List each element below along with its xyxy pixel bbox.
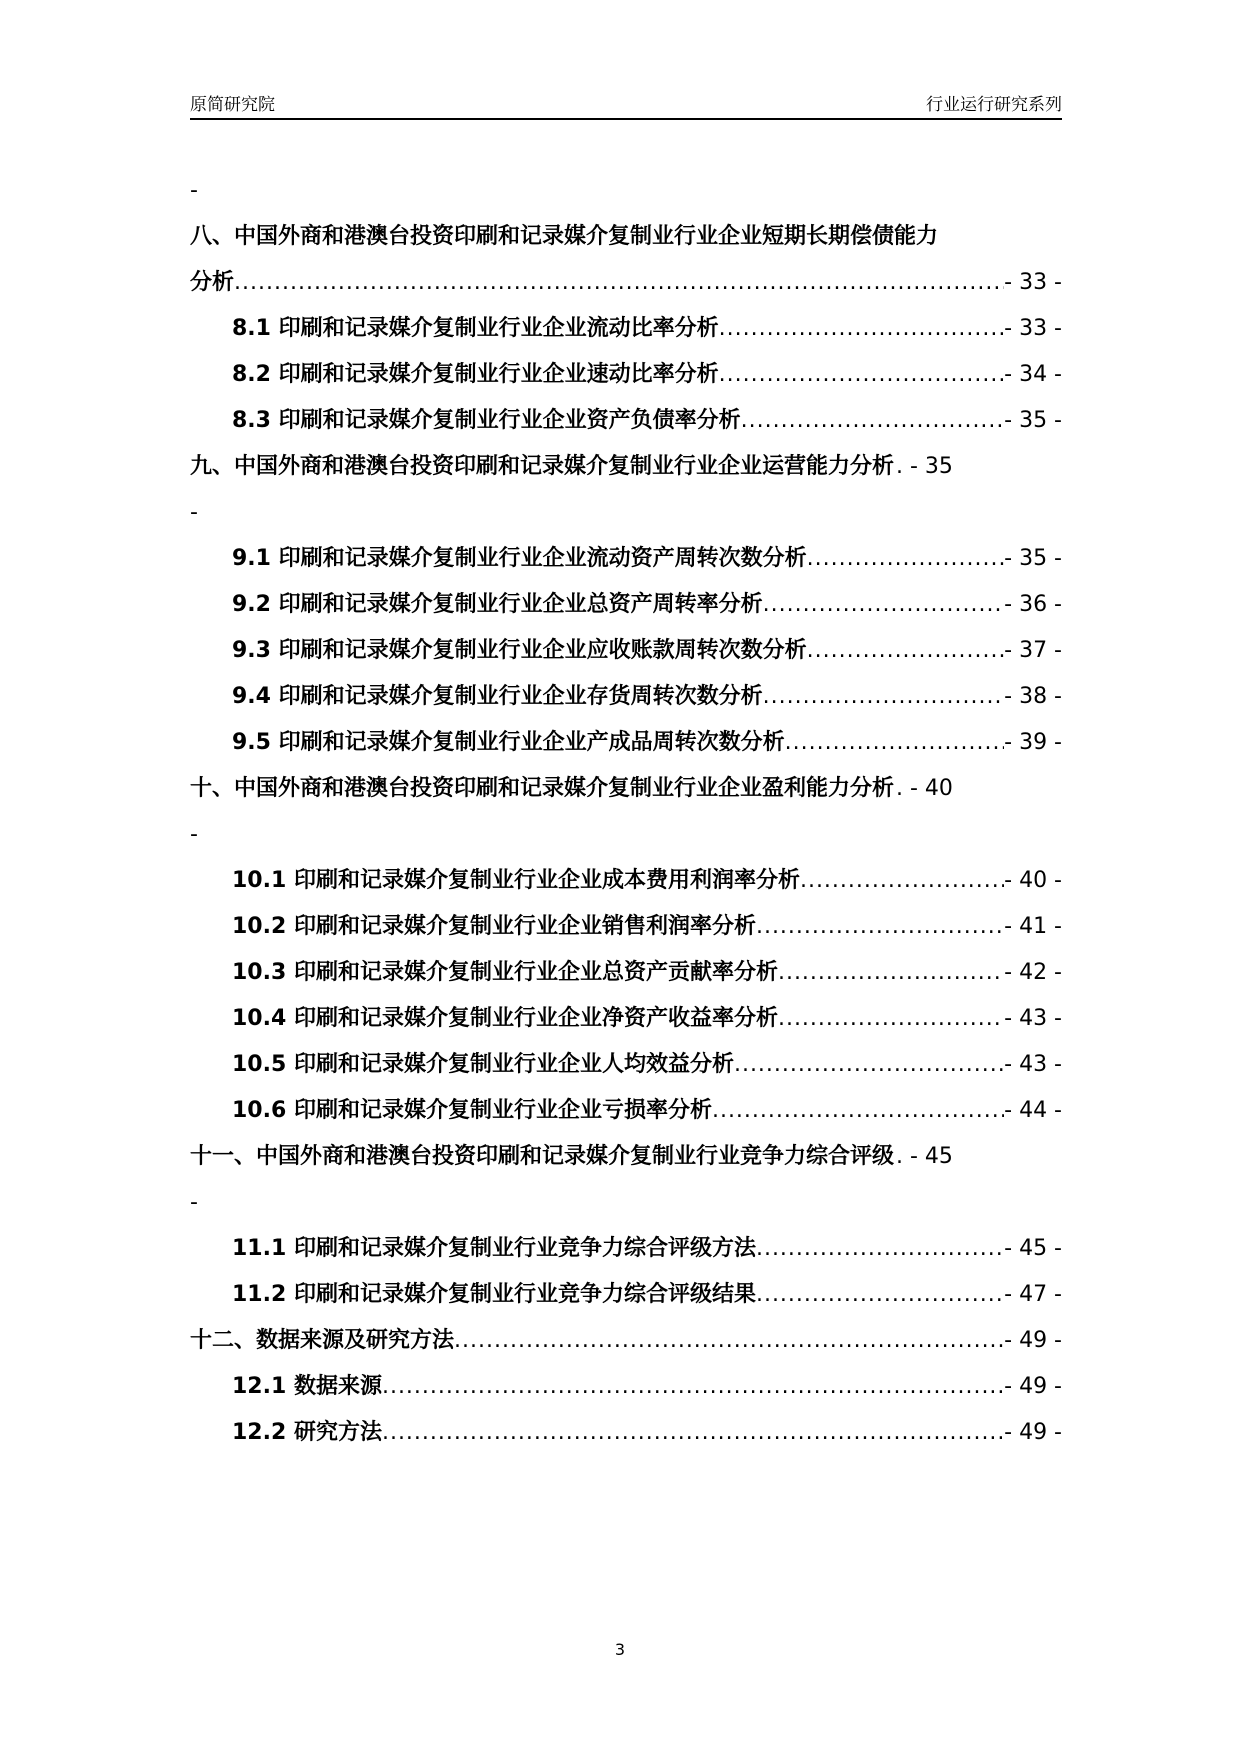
toc-subsection-entry[interactable] bbox=[190, 996, 1062, 1042]
toc-section-entry[interactable] bbox=[190, 214, 1062, 260]
toc-subsection-entry[interactable] bbox=[190, 536, 1062, 582]
toc-continuation-dash bbox=[190, 490, 1062, 536]
toc-dot-leader bbox=[454, 1318, 1004, 1364]
toc-page-number: - 44 - bbox=[1004, 1098, 1062, 1123]
toc-dot-leader bbox=[719, 352, 1005, 398]
toc-dot-leader bbox=[382, 1410, 1004, 1456]
toc-entry-title: 9.1 印刷和记录媒介复制业行业企业流动资产周转次数分析 bbox=[232, 546, 807, 571]
toc-section-entry[interactable] bbox=[190, 766, 1062, 812]
toc-subsection-entry[interactable] bbox=[190, 1272, 1062, 1318]
toc-entry-title: 10.3 印刷和记录媒介复制业行业企业总资产贡献率分析 bbox=[232, 960, 778, 985]
toc-page-number: - 33 - bbox=[1004, 270, 1062, 295]
toc-entry-title: 9.4 印刷和记录媒介复制业行业企业存货周转次数分析 bbox=[232, 684, 763, 709]
toc-subsection-entry[interactable] bbox=[190, 1042, 1062, 1088]
toc-page-number: . - 45 bbox=[896, 1144, 953, 1169]
toc-page-number: - 41 - bbox=[1004, 914, 1062, 939]
toc-dot-leader bbox=[785, 720, 1005, 766]
toc-entry-title: 8.1 印刷和记录媒介复制业行业企业流动比率分析 bbox=[232, 316, 719, 341]
toc-entry-title: 十一、中国外商和港澳台投资印刷和记录媒介复制业行业竞争力综合评级 bbox=[190, 1144, 895, 1169]
toc-page-number: - 34 - bbox=[1004, 362, 1062, 387]
toc-subsection-entry[interactable] bbox=[190, 720, 1062, 766]
toc-entry-title: 10.5 印刷和记录媒介复制业行业企业人均效益分析 bbox=[232, 1052, 734, 1077]
toc-page-number: - 35 - bbox=[1004, 408, 1062, 433]
toc-entry-title: 10.2 印刷和记录媒介复制业行业企业销售利润率分析 bbox=[232, 914, 756, 939]
toc-subsection-entry[interactable] bbox=[190, 1088, 1062, 1134]
toc-dot-leader bbox=[741, 398, 1005, 444]
toc-dot-leader bbox=[234, 260, 1004, 306]
toc-dot-leader bbox=[712, 1088, 1004, 1134]
toc-section-entry[interactable] bbox=[190, 444, 1062, 490]
toc-subsection-entry[interactable] bbox=[190, 950, 1062, 996]
toc-subsection-entry[interactable] bbox=[190, 1364, 1062, 1410]
toc-page-number: - 47 - bbox=[1004, 1282, 1062, 1307]
header-series-name: 行业运行研究系列 bbox=[926, 95, 1062, 115]
toc-section-entry[interactable] bbox=[190, 1318, 1062, 1364]
toc-page-number: . - 40 bbox=[896, 776, 953, 801]
toc-page-number: - 35 - bbox=[1004, 546, 1062, 571]
toc-entry-title: 10.1 印刷和记录媒介复制业行业企业成本费用利润率分析 bbox=[232, 868, 800, 893]
toc-page-number: - 49 - bbox=[1004, 1328, 1062, 1353]
toc-page-number: - 43 - bbox=[1004, 1052, 1062, 1077]
toc-subsection-entry[interactable] bbox=[190, 1410, 1062, 1456]
toc-subsection-entry[interactable] bbox=[190, 858, 1062, 904]
table-of-contents bbox=[190, 168, 1062, 1456]
toc-entry-title: 十、中国外商和港澳台投资印刷和记录媒介复制业行业企业盈利能力分析 bbox=[190, 776, 895, 801]
toc-section-entry[interactable] bbox=[190, 1134, 1062, 1180]
toc-continuation-dash bbox=[190, 1180, 1062, 1226]
toc-page-number: - 49 - bbox=[1004, 1374, 1062, 1399]
toc-entry-title: 12.2 研究方法 bbox=[232, 1420, 382, 1445]
toc-entry-title: 分析 bbox=[190, 270, 235, 295]
toc-entry-title: 8.3 印刷和记录媒介复制业行业企业资产负债率分析 bbox=[232, 408, 741, 433]
toc-page-number: - 45 - bbox=[1004, 1236, 1062, 1261]
toc-continuation-dash bbox=[190, 812, 1062, 858]
toc-entry-title: 9.3 印刷和记录媒介复制业行业企业应收账款周转次数分析 bbox=[232, 638, 807, 663]
toc-dash-text: - bbox=[190, 1190, 198, 1215]
toc-page-number: - 49 - bbox=[1004, 1420, 1062, 1445]
toc-subsection-entry[interactable] bbox=[190, 352, 1062, 398]
toc-continuation-dash bbox=[190, 168, 1062, 214]
toc-entry-title: 10.4 印刷和记录媒介复制业行业企业净资产收益率分析 bbox=[232, 1006, 778, 1031]
toc-dot-leader bbox=[778, 996, 1004, 1042]
toc-entry-title: 9.5 印刷和记录媒介复制业行业企业产成品周转次数分析 bbox=[232, 730, 785, 755]
page-number: 3 bbox=[614, 1640, 626, 1659]
toc-section-entry[interactable] bbox=[190, 260, 1062, 306]
header-org-name: 原简研究院 bbox=[190, 95, 275, 115]
toc-dash-text: - bbox=[190, 178, 198, 203]
toc-page-number: - 36 - bbox=[1004, 592, 1062, 617]
toc-subsection-entry[interactable] bbox=[190, 904, 1062, 950]
toc-entry-title: 10.6 印刷和记录媒介复制业行业企业亏损率分析 bbox=[232, 1098, 712, 1123]
toc-dot-leader bbox=[763, 674, 1005, 720]
toc-page-number: - 42 - bbox=[1004, 960, 1062, 985]
toc-dot-leader bbox=[719, 306, 1005, 352]
toc-subsection-entry[interactable] bbox=[190, 1226, 1062, 1272]
toc-page-number: - 33 - bbox=[1004, 316, 1062, 341]
toc-page-number: - 39 - bbox=[1004, 730, 1062, 755]
toc-page-number: - 37 - bbox=[1004, 638, 1062, 663]
toc-dot-leader bbox=[756, 1272, 1004, 1318]
toc-dash-text: - bbox=[190, 822, 198, 847]
toc-dot-leader bbox=[756, 1226, 1004, 1272]
toc-dot-leader bbox=[800, 858, 1004, 904]
toc-entry-title: 12.1 数据来源 bbox=[232, 1374, 382, 1399]
toc-subsection-entry[interactable] bbox=[190, 398, 1062, 444]
page-header bbox=[190, 88, 1062, 120]
toc-dot-leader bbox=[778, 950, 1004, 996]
toc-dot-leader bbox=[756, 904, 1004, 950]
toc-entry-title: 九、中国外商和港澳台投资印刷和记录媒介复制业行业企业运营能力分析 bbox=[190, 454, 895, 479]
toc-entry-title: 八、中国外商和港澳台投资印刷和记录媒介复制业行业企业短期长期偿债能力 bbox=[190, 224, 939, 249]
toc-dot-leader bbox=[763, 582, 1005, 628]
toc-dot-leader bbox=[807, 536, 1005, 582]
toc-dot-leader bbox=[734, 1042, 1004, 1088]
toc-page-number: - 43 - bbox=[1004, 1006, 1062, 1031]
toc-subsection-entry[interactable] bbox=[190, 674, 1062, 720]
toc-page-number: - 38 - bbox=[1004, 684, 1062, 709]
toc-entry-title: 8.2 印刷和记录媒介复制业行业企业速动比率分析 bbox=[232, 362, 719, 387]
toc-subsection-entry[interactable] bbox=[190, 306, 1062, 352]
toc-subsection-entry[interactable] bbox=[190, 628, 1062, 674]
toc-entry-title: 11.1 印刷和记录媒介复制业行业竞争力综合评级方法 bbox=[232, 1236, 756, 1261]
toc-entry-title: 11.2 印刷和记录媒介复制业行业竞争力综合评级结果 bbox=[232, 1282, 756, 1307]
toc-entry-title: 十二、数据来源及研究方法 bbox=[190, 1328, 455, 1353]
toc-entry-title: 9.2 印刷和记录媒介复制业行业企业总资产周转率分析 bbox=[232, 592, 763, 617]
toc-dot-leader bbox=[382, 1364, 1004, 1410]
toc-page-number: - 40 - bbox=[1004, 868, 1062, 893]
toc-dot-leader bbox=[807, 628, 1005, 674]
toc-subsection-entry[interactable] bbox=[190, 582, 1062, 628]
toc-dash-text: - bbox=[190, 500, 198, 525]
toc-page-number: . - 35 bbox=[896, 454, 953, 479]
